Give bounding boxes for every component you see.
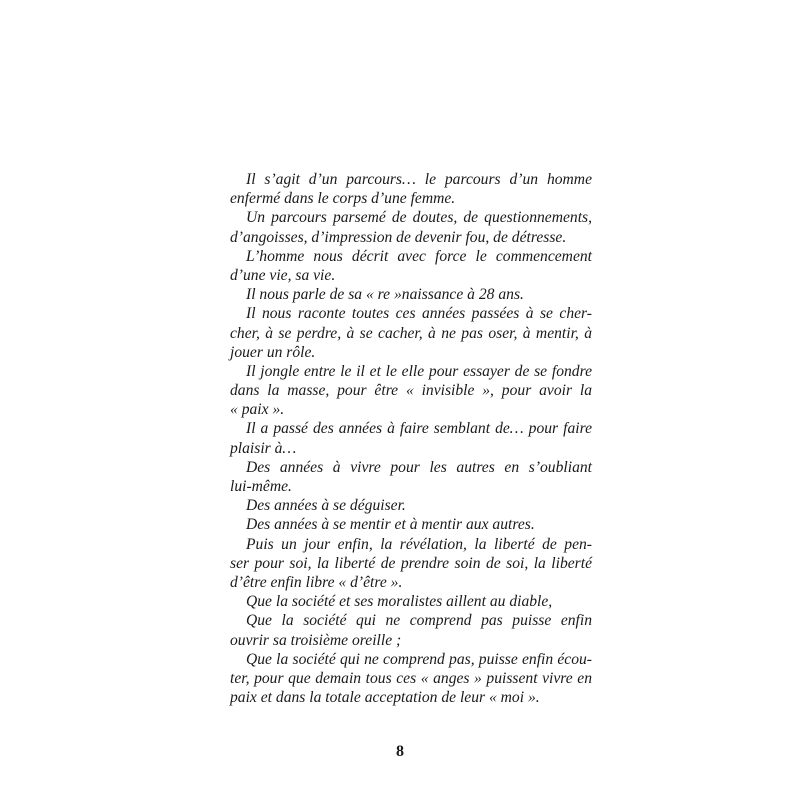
paragraph bbox=[230, 247, 592, 285]
paragraph bbox=[230, 170, 592, 208]
text-line: paix et dans la totale acceptation de leur « moi ». bbox=[230, 689, 540, 707]
text-line: Il jongle entre le il et le elle pour essayer de se fondre bbox=[246, 362, 592, 380]
text-line: ouvrir sa troisième oreille ; bbox=[230, 631, 402, 649]
paragraph bbox=[230, 650, 592, 708]
text-line: d’être enfin libre « d’être ». bbox=[230, 573, 403, 591]
text-line: plaisir à… bbox=[230, 439, 297, 457]
paragraph bbox=[230, 611, 592, 649]
paragraph bbox=[230, 419, 592, 457]
text-line: Des années à se déguiser. bbox=[246, 497, 406, 515]
text-line: ser pour soi, la liberté de prendre soin de soi, la liberté bbox=[230, 554, 592, 572]
text-line: d’angoisses, d’impression de devenir fou, de détresse. bbox=[230, 228, 567, 246]
text-line: ter, pour que demain tous ces « anges » puissent vivre en bbox=[230, 669, 592, 687]
text-line: Il nous raconte toutes ces années passées à se cher- bbox=[246, 305, 592, 323]
text-line: d’une vie, sa vie. bbox=[230, 266, 336, 284]
text-line: « paix ». bbox=[230, 401, 285, 419]
text-line: lui-même. bbox=[230, 478, 292, 495]
paragraph bbox=[230, 592, 592, 611]
paragraph bbox=[230, 535, 592, 593]
text-line: dans la masse, pour être « invisible », pour avoir la bbox=[230, 382, 592, 400]
text-line: jouer un rôle. bbox=[230, 343, 316, 361]
paragraph bbox=[230, 496, 592, 515]
text-line: Il s’agit d’un parcours… le parcours d’un homme bbox=[246, 171, 592, 188]
paragraph bbox=[230, 208, 592, 246]
text-line: Des années à se mentir et à mentir aux autres. bbox=[246, 516, 535, 534]
paragraph bbox=[230, 458, 592, 496]
text-line: L’homme nous décrit avec force le commencement bbox=[246, 247, 592, 265]
text-line: Des années à vivre pour les autres en s’oubliant bbox=[246, 458, 592, 476]
paragraph bbox=[230, 362, 592, 420]
text-line: Que la société et ses moralistes aillent au diable, bbox=[246, 593, 553, 611]
paragraph bbox=[230, 285, 592, 304]
text-line: Que la société qui ne comprend pas puisse enfin bbox=[246, 612, 592, 630]
paragraph bbox=[230, 515, 592, 534]
text-line: enfermé dans le corps d’une femme. bbox=[230, 190, 456, 208]
page-number: 8 bbox=[396, 743, 404, 760]
page-body bbox=[230, 170, 592, 707]
text-line: cher, à se perdre, à se cacher, à ne pas oser, à mentir, à bbox=[230, 324, 592, 342]
paragraph bbox=[230, 304, 592, 362]
text-line: Il a passé des années à faire semblant de… pour faire bbox=[246, 420, 592, 438]
text-line: Un parcours parsemé de doutes, de questionnements, bbox=[246, 209, 592, 227]
text-line: Que la société qui ne comprend pas, puisse enfin écou- bbox=[246, 650, 592, 668]
text-line: Puis un jour enfin, la révélation, la liberté de pen- bbox=[246, 535, 592, 553]
text-line: Il nous parle de sa « re »naissance à 28 ans. bbox=[246, 286, 524, 304]
